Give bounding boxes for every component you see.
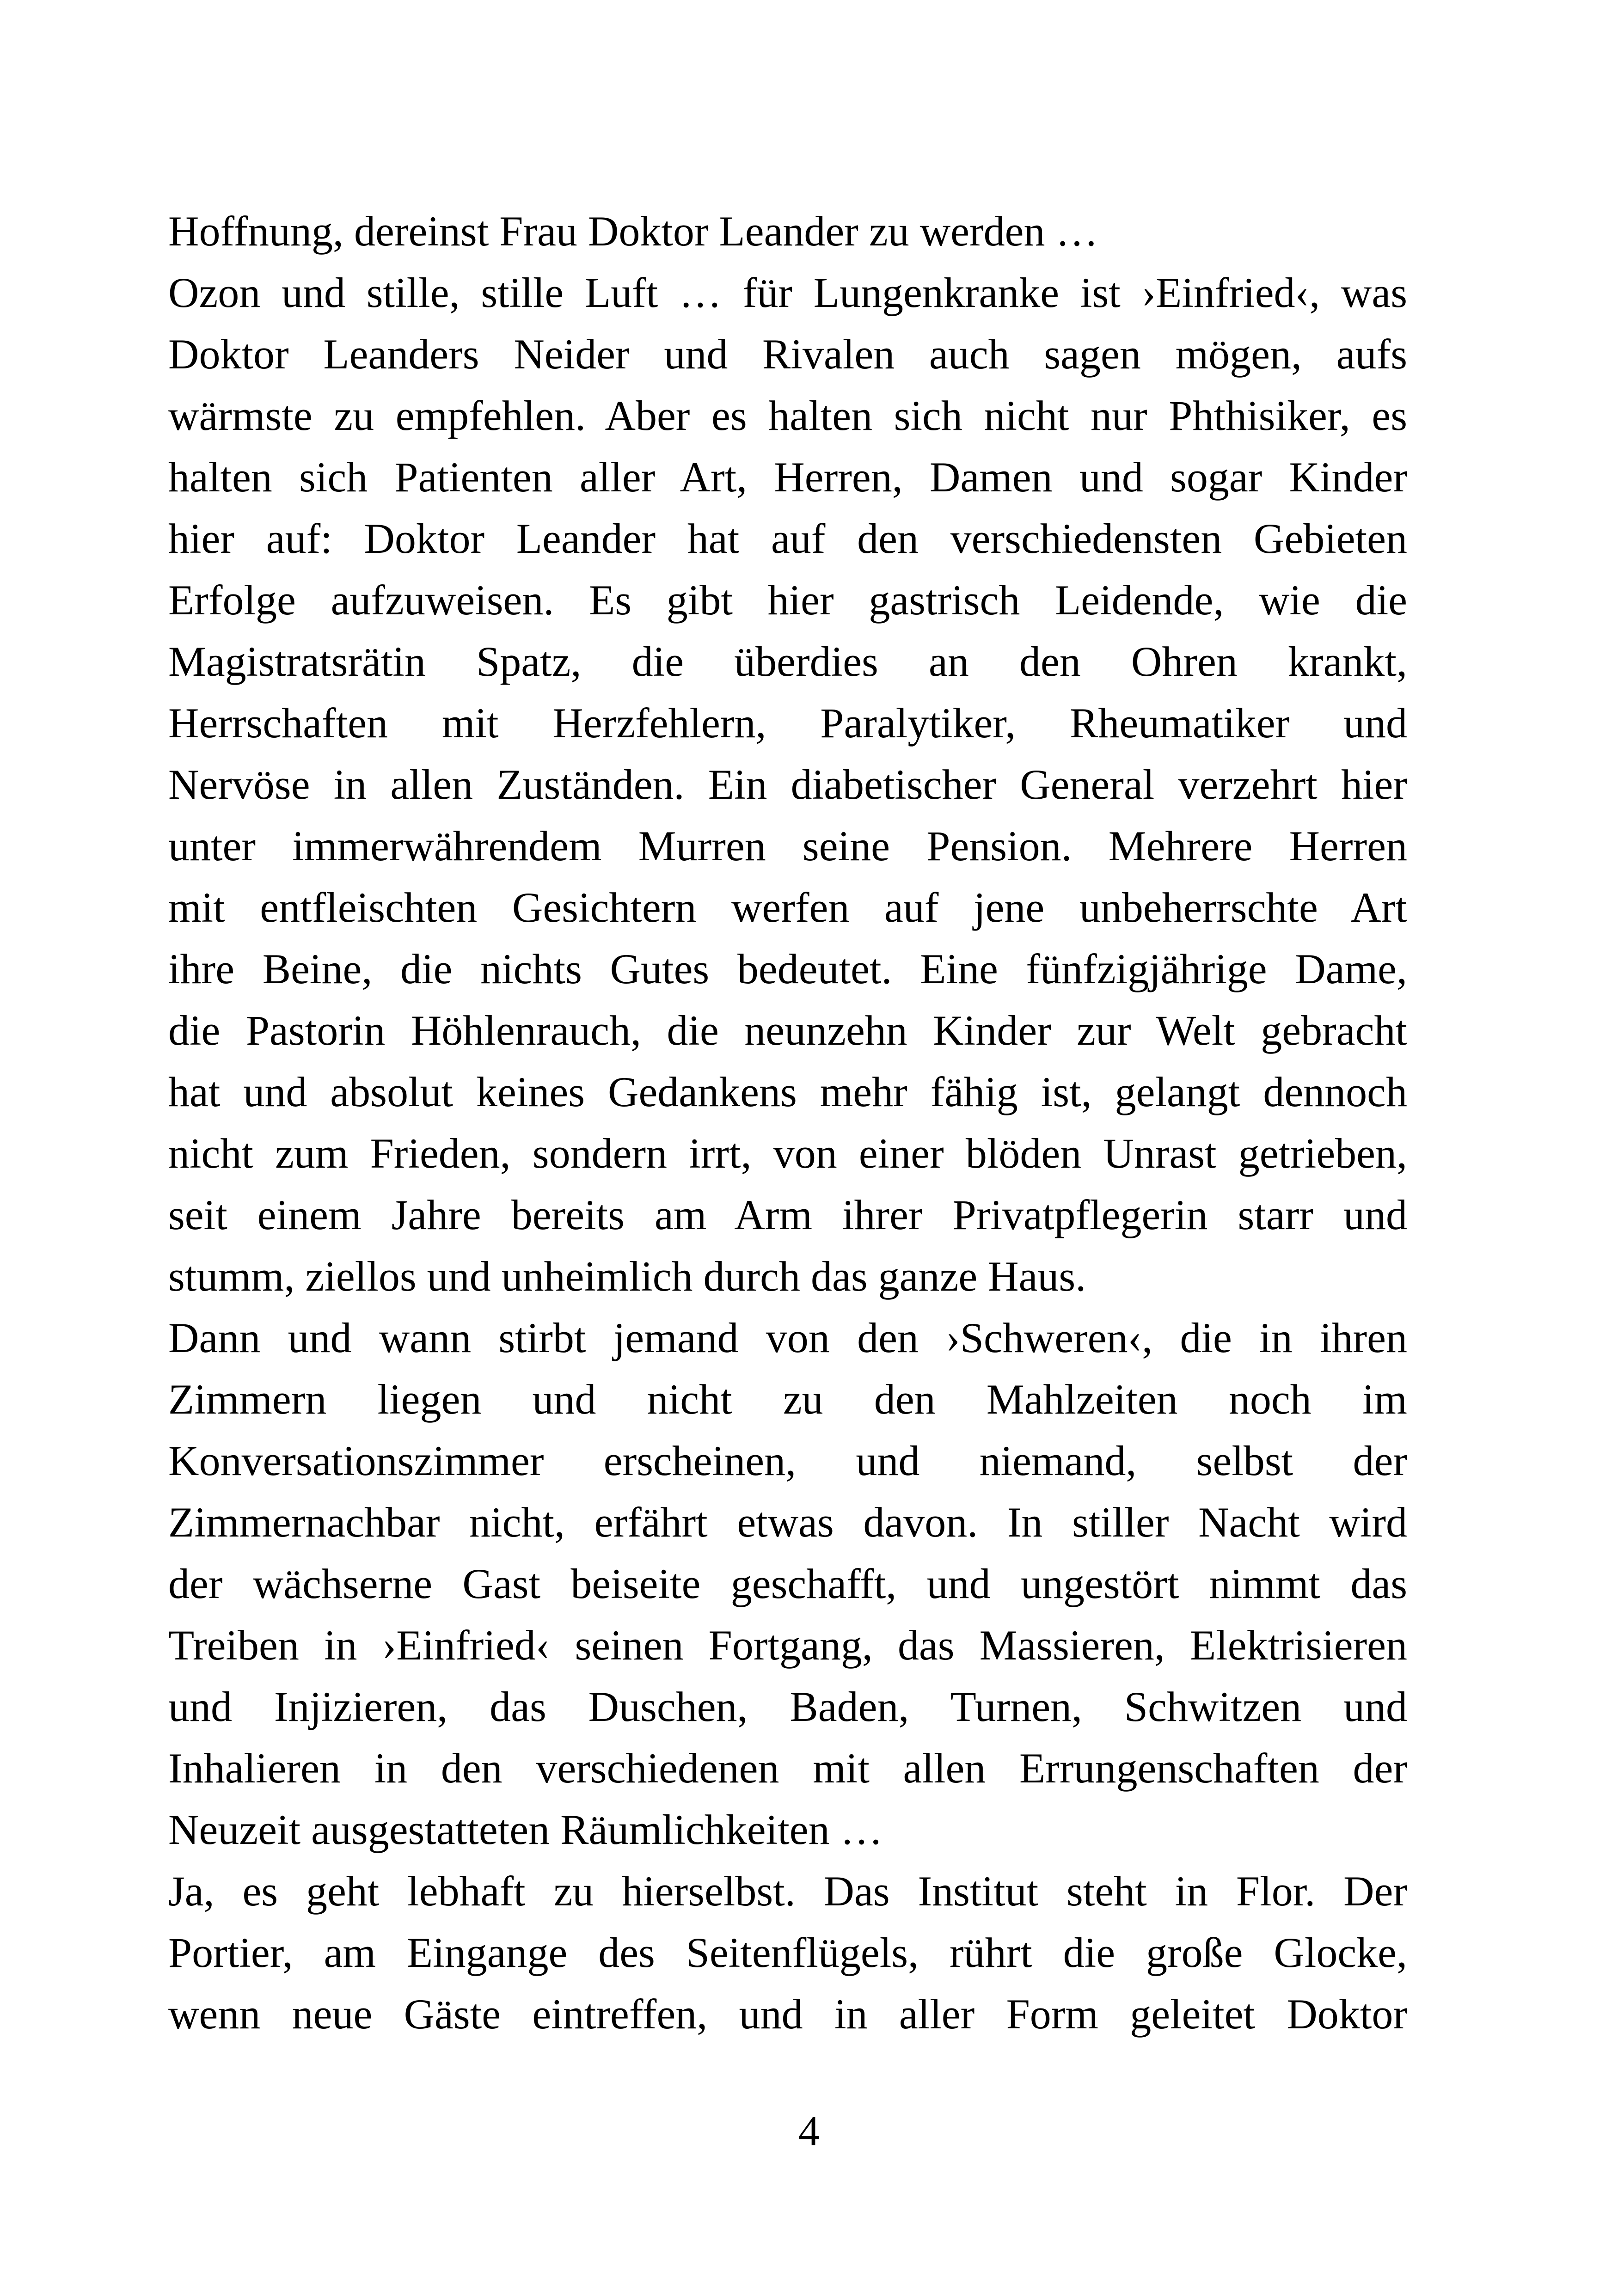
text-line: mit entfleischten Gesichtern werfen auf jene unbeherrschte Art [168, 884, 1407, 931]
text-line: Zimmernachbar nicht, erfährt etwas davon. In stiller Nacht wird [168, 1499, 1407, 1546]
text-line: nicht zum Frieden, sondern irrt, von einer blöden Unrast getrieben, [168, 1130, 1407, 1177]
text-line: Ozon und stille, stille Luft … für Lungenkranke ist ›Einfried‹, was [168, 269, 1407, 316]
text-line: stumm, ziellos und unheimlich durch das ganze Haus. [168, 1253, 1086, 1300]
text-line: Inhalieren in den verschiedenen mit allen Errungenschaften der [168, 1745, 1407, 1792]
text-line: Nervöse in allen Zuständen. Ein diabetischer General verzehrt hier [168, 761, 1407, 808]
text-line: Hoffnung, dereinst Frau Doktor Leander zu werden … [168, 208, 1098, 255]
text-line: Erfolge aufzuweisen. Es gibt hier gastrisch Leidende, wie die [168, 576, 1407, 624]
text-line: Neuzeit ausgestatteten Räumlichkeiten … [168, 1806, 883, 1853]
text-line: seit einem Jahre bereits am Arm ihrer Privatpflegerin starr und [168, 1191, 1407, 1238]
text-line: Konversationszimmer erscheinen, und niemand, selbst der [168, 1437, 1407, 1484]
text-line: Treiben in ›Einfried‹ seinen Fortgang, das Massieren, Elektrisieren [168, 1622, 1407, 1669]
text-line: ihre Beine, die nichts Gutes bedeutet. Eine fünfzigjährige Dame, [168, 945, 1407, 992]
body-text [168, 201, 1407, 2045]
text-line: und Injizieren, das Duschen, Baden, Turnen, Schwitzen und [168, 1683, 1407, 1730]
text-line: Zimmern liegen und nicht zu den Mahlzeiten noch im [168, 1376, 1407, 1423]
text-line: Dann und wann stirbt jemand von den ›Schweren‹, die in ihren [168, 1314, 1407, 1361]
text-line: der wächserne Gast beiseite geschafft, und ungestört nimmt das [168, 1560, 1407, 1607]
text-line: halten sich Patienten aller Art, Herren, Damen und sogar Kinder [168, 453, 1407, 501]
text-line: hier auf: Doktor Leander hat auf den verschiedensten Gebieten [168, 515, 1407, 562]
text-line: Ja, es geht lebhaft zu hierselbst. Das Institut steht in Flor. Der [168, 1867, 1407, 1915]
text-line: Doktor Leanders Neider und Rivalen auch sagen mögen, aufs [168, 331, 1407, 378]
page-number: 4 [798, 2107, 820, 2155]
text-line: die Pastorin Höhlenrauch, die neunzehn Kinder zur Welt gebracht [168, 1007, 1407, 1054]
text-line: unter immerwährendem Murren seine Pension. Mehrere Herren [168, 822, 1407, 869]
text-line: Herrschaften mit Herzfehlern, Paralytiker, Rheumatiker und [168, 699, 1407, 747]
text-line: hat und absolut keines Gedankens mehr fähig ist, gelangt dennoch [168, 1068, 1407, 1115]
text-line: wärmste zu empfehlen. Aber es halten sich nicht nur Phthisiker, es [168, 392, 1407, 439]
text-line: Portier, am Eingange des Seitenflügels, rührt die große Glocke, [168, 1929, 1407, 1976]
text-line: wenn neue Gäste eintreffen, und in aller Form geleitet Doktor [168, 1990, 1407, 2038]
text-line: Magistratsrätin Spatz, die überdies an den Ohren krankt, [168, 638, 1407, 685]
